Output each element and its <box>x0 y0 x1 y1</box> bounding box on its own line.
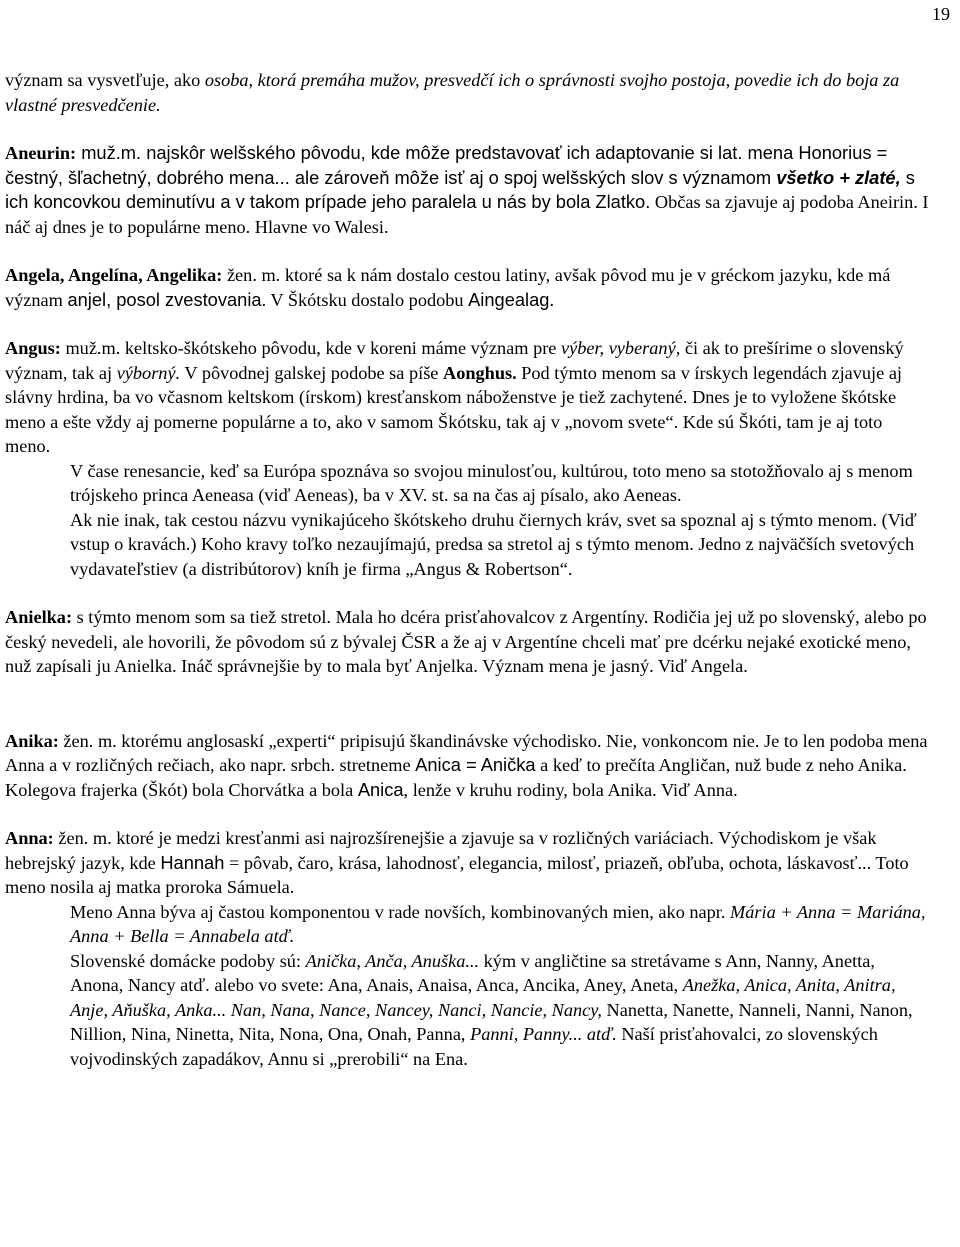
text-run: Anežka, Anica, Anita, Anitra, Anje, Aňuška, Anka... Nan, Nana, Nance, Nancey, Nanci, Nancie, Nancy, <box>70 975 896 1020</box>
text-run: Meno Anna býva aj častou komponentou v rade novších, kombinovaných mien, ako napr. <box>70 901 731 922</box>
entry-anika <box>5 729 930 803</box>
text-run: Anika: <box>5 730 59 751</box>
text-run: Anielka: <box>5 607 73 627</box>
text-run: kým v angličtine sa stretávame s Ann, Nanny, Anetta, Anona, Nancy atď. alebo vo svete: Ana, Anais, Anaisa, Anca, Ancika, Aney, Aneta, <box>70 950 875 995</box>
text-run: . V Škótsku dostalo podobu <box>261 289 469 310</box>
text-run: výber, vyberaný, <box>560 338 681 358</box>
entry-aneurin <box>5 141 930 239</box>
text-run: Naší prisťahovalci, zo slovenských vojvodinských zapadákov, Annu si „prerobili“ na Ena. <box>70 1024 878 1069</box>
page-number: 19 <box>932 4 950 24</box>
text-run: Pod týmto menom sa v írskych legendách zjavuje aj slávny hrdina, ba vo včasnom keltskom (írskom) kresťanskom náboženstve je tiež zachytené. Dnes je to vyložene škótske meno a ešte vždy aj pomerne populárne a to, ako v samom Škótsku, tak aj v „novom svete“. Kde sú Škóti, tam je aj toto meno. <box>5 362 903 456</box>
text-run: výborný. <box>116 362 181 383</box>
text-run: žen. m. ktorému anglosaskí „experti“ pripisujú škandinávske východisko. Nie, vonkoncom nie. Je to len podoba mena Anna a v rozličných rečiach, ako napr. srbch. stretneme <box>5 730 928 775</box>
text-run: muž.m. najskôr welšského pôvodu, kde môže predstavovať ich adaptovanie si lat. mena Honorius = čestný, šľachetný, dobrého mena... ale zároveň môže isť aj o spoj welšských slov s významom <box>5 142 888 188</box>
document-body <box>5 68 930 1071</box>
text-run: Slovenské domácke podoby sú: <box>70 950 306 971</box>
text-run: Anica <box>357 778 404 800</box>
text-run: Angus: <box>5 338 61 358</box>
text-run: Ak nie inak, tak cestou názvu vynikajúceho škótskeho druhu čiernych kráv, svet sa spoznal aj s týmto menom. (Viď vstup o kravách.) Koho kravy toľko nezaujímajú, predsa sa stretol aj s týmto menom. Jedno z najväčších svetových vydavateľstiev (a distribútorov) kníh je firma „Angus & Robertson“. <box>70 509 917 579</box>
entry-anna <box>5 826 930 900</box>
angus-paragraph-renaissance <box>5 459 930 508</box>
text-run: význam sa vysvetľuje, ako <box>5 70 205 90</box>
angus-paragraph-cattle <box>5 508 930 582</box>
text-run: muž.m. keltsko-škótskeho pôvodu, kde v koreni máme význam pre <box>60 338 561 358</box>
text-run: Aingealag <box>468 288 550 310</box>
text-run: anjel, posol zvestovania <box>67 288 262 310</box>
text-run: Občas sa zjavuje aj podoba Aneirin. I náč aj dnes je to populárne meno. Hlavne vo Walesi. <box>5 192 929 237</box>
text-run: Aneurin: <box>5 143 77 163</box>
text-run: V pôvodnej galskej podobe sa píše <box>180 362 443 383</box>
text-run: Angela, Angelína, Angelika: <box>5 265 223 285</box>
text-run: , lenže v kruhu rodiny, bola Anika. Viď Anna. <box>403 779 738 800</box>
text-run: Mária + Anna = Mariána, Anna + Bella = Annabela atď. <box>70 901 926 946</box>
text-run: či ak to prešírime o slovenský význam, tak aj <box>5 338 904 383</box>
text-run: Nanetta, Nanette, Nanneli, Nanni, Nanon, Nillion, Nina, Ninetta, Nita, Nona, Ona, Onah, Panna, <box>70 999 913 1044</box>
text-run: = pôvab, čaro, krása, lahodnosť, elegancia, milosť, priazeň, obľuba, ochota, láskavosť... Toto meno nosila aj matka proroka Sámuela. <box>5 852 909 897</box>
text-run: osoba, ktorá premáha mužov, presvedčí ich o správnosti svojho postoja, povedie ich do boja za vlastné presvedčenie. <box>5 70 900 115</box>
text-run: Anička, Anča, Anuška... <box>305 950 480 971</box>
text-run: s týmto menom som sa tiež stretol. Mala ho dcéra prisťahovalcov z Argentíny. Rodičia jej už po slovenský, alebo po český nevedeli, ale hovorili, že pôvodom sú z bývalej ČSR a že aj v Argentíne chceli mať pre dcérku nejaké exotické meno, nuž zapísali ju Anielka. Ináč správnejšie by to mala byť Anjelka. Význam mena je jasný. Viď Angela. <box>5 607 927 676</box>
entry-angus <box>5 336 930 459</box>
text-run: žen. m. ktoré sa k nám dostalo cestou latiny, avšak pôvod mu je v gréckom jazyku, kde má význam <box>5 265 891 310</box>
text-run: Anica = Anička <box>415 754 536 775</box>
text-run: Aonghus. <box>443 362 517 383</box>
text-run: žen. m. ktoré je medzi kresťanmi asi najrozšírenejšie a zjavuje sa v rozličných variáciach. Východiskom je však hebrejský jazyk, kde <box>5 828 877 873</box>
paragraph-intro <box>5 68 930 117</box>
anna-paragraph-compounds <box>5 900 930 949</box>
text-run: Anna: <box>5 828 54 848</box>
text-run: . <box>549 289 555 310</box>
entry-angela <box>5 263 930 312</box>
text-run: a keď to prečíta Angličan, nuž bude z neho Anika. Kolegova frajerka (Škót) bola Chorvátka a bola <box>5 755 907 800</box>
text-run: všetko + zlaté, <box>776 166 901 188</box>
text-run: Panni, Panny... atď. <box>470 1024 617 1044</box>
anna-paragraph-variants <box>5 949 930 1072</box>
text-run: Hannah <box>160 851 225 873</box>
text-run: V čase renesancie, keď sa Európa spoznáva so svojou minulosťou, kultúrou, toto meno sa stotožňovalo aj s menom trójskeho princa Aeneasa (viď Aeneas), ba v XV. st. sa na čas aj písalo, ako Aeneas. <box>70 460 913 505</box>
entry-anielka <box>5 605 930 679</box>
text-run: s ich koncovkou deminutívu a v takom prípade jeho paralela u nás by bola Zlatko. <box>5 166 915 212</box>
